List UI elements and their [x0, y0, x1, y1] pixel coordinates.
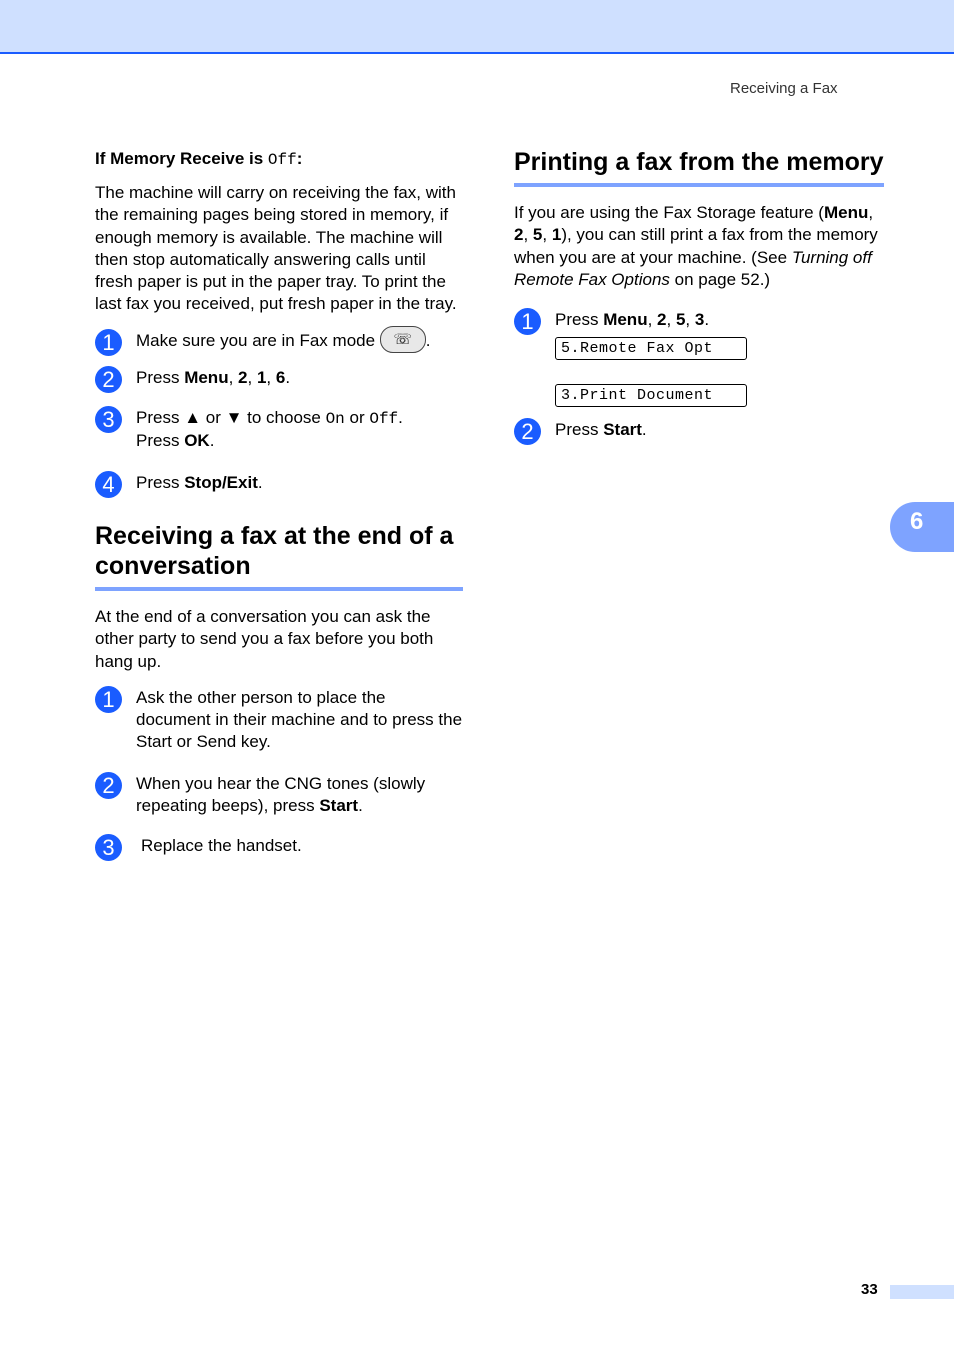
down-arrow-icon: ▼: [225, 408, 243, 428]
step-number: 2: [514, 418, 541, 445]
right-column: [514, 147, 884, 445]
step-4: 4 Press Stop/Exit.: [95, 472, 463, 494]
chapter-tab: 6: [890, 502, 954, 552]
step-number: 2: [95, 366, 122, 393]
print-step-1: 1 Press Menu, 2, 5, 3. 5.Remote Fax Opt 3.Print Document: [514, 309, 884, 407]
heading-rule: [514, 183, 884, 187]
step-number: 3: [95, 406, 122, 433]
step-number: 4: [95, 471, 122, 498]
step-number: 1: [95, 329, 122, 356]
page-number-bar: [890, 1285, 954, 1299]
step-number: 1: [514, 308, 541, 335]
print-paragraph: If you are using the Fax Storage feature (Menu, 2, 5, 1), you can still print a fax from the memory when you are at your machine. (See Turning off Remote Fax Options on page 52.): [514, 203, 878, 289]
step-number: 1: [95, 686, 122, 713]
running-header: Receiving a Fax: [730, 80, 838, 97]
left-column: [95, 147, 463, 861]
memory-receive-heading: If Memory Receive is Off:: [95, 149, 303, 169]
conv-step-3: 3 Replace the handset.: [95, 835, 463, 857]
step-number: 2: [95, 772, 122, 799]
lcd-display-1: 5.Remote Fax Opt: [555, 337, 747, 360]
step-1: 1 Make sure you are in Fax mode ☏ .: [95, 330, 463, 353]
section-receiving-end: [95, 521, 463, 591]
memory-paragraph: The machine will carry on receiving the fax, with the remaining pages being stored in memory, if enough memory is available. The machine will then stop automatically answering calls until fresh paper is put in the paper tray. To print the last fax you received, put fresh paper in the tray.: [95, 183, 457, 314]
step-3: 3 Press ▲ or ▼ to choose On or Off. Press OK.: [95, 407, 463, 453]
cross-reference-link[interactable]: Turning off Remote Fax Options: [514, 247, 872, 289]
print-memory-heading: Printing a fax from the memory: [514, 148, 884, 176]
top-band: [0, 0, 954, 54]
step-number: 3: [95, 834, 122, 861]
print-step-2: 2 Press Start.: [514, 419, 884, 441]
page-number: 33: [861, 1281, 878, 1298]
up-arrow-icon: ▲: [184, 408, 202, 428]
fax-key-icon: ☏: [380, 326, 426, 353]
section-paragraph: At the end of a conversation you can ask the other party to send you a fax before you both hang up.: [95, 606, 434, 671]
conv-step-1: 1 Ask the other person to place the document in their machine and to press the Start or Send key.: [95, 687, 463, 754]
conv-step-2: 2 When you hear the CNG tones (slowly repeating beeps), press Start.: [95, 773, 463, 818]
step-2: 2 Press Menu, 2, 1, 6.: [95, 367, 463, 389]
lcd-display-2: 3.Print Document: [555, 384, 747, 407]
section-heading: Receiving a fax at the end of a conversation: [95, 521, 454, 580]
heading-rule: [95, 587, 463, 591]
